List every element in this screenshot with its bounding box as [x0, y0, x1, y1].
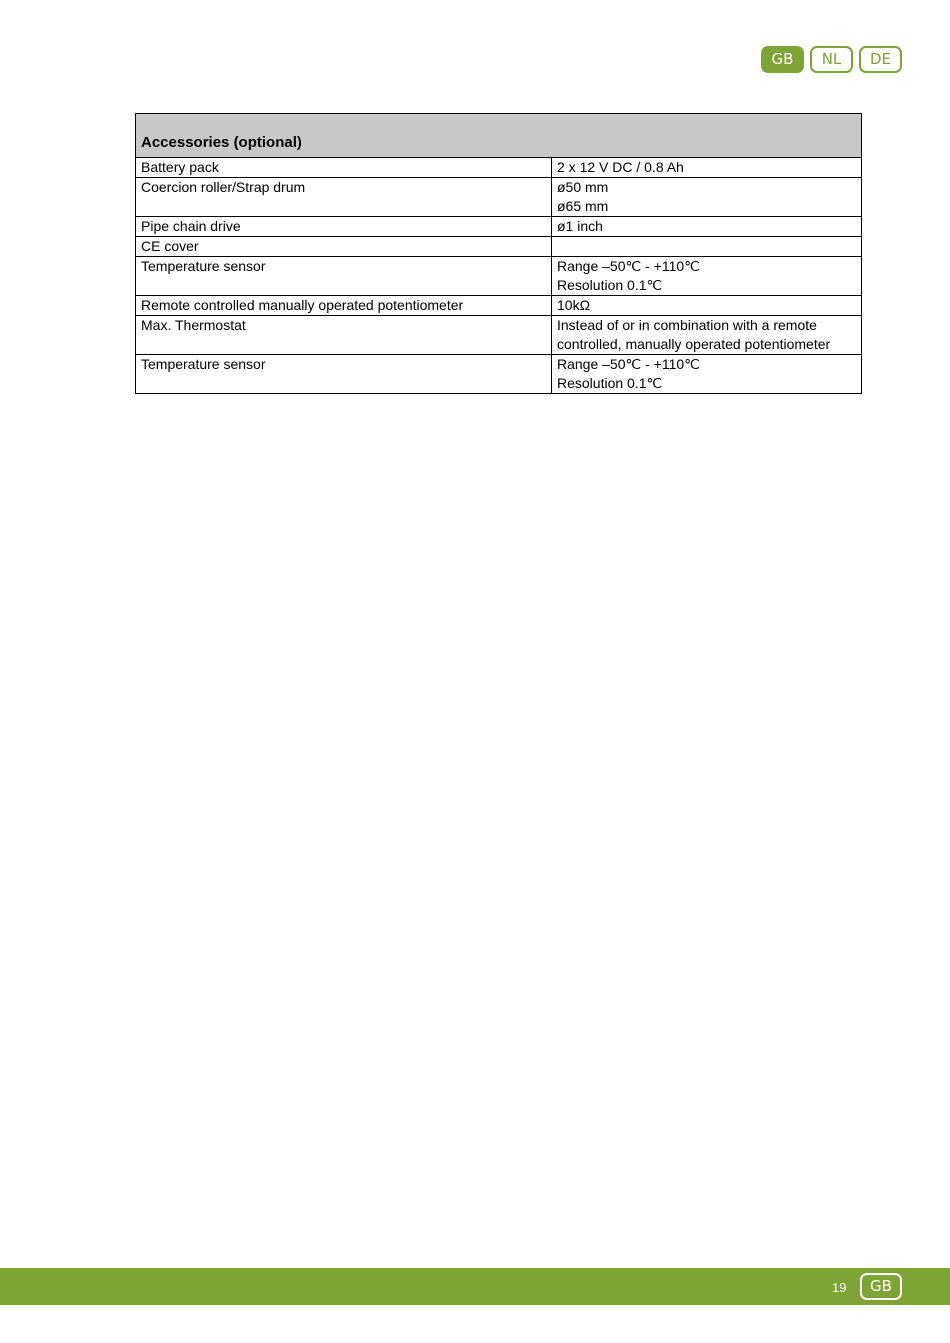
accessory-name: Remote controlled manually operated potentiometer — [136, 296, 552, 316]
value-line: ø50 mm — [557, 179, 609, 195]
table-row — [136, 178, 862, 217]
value-line: Range –50℃ - +110℃ — [557, 356, 700, 372]
accessory-value — [552, 296, 862, 316]
accessory-value — [552, 237, 862, 257]
table-row — [136, 158, 862, 178]
value-line: Resolution 0.1℃ — [557, 277, 663, 293]
value-line: ø1 inch — [557, 218, 603, 234]
accessory-name: Max. Thermostat — [136, 316, 552, 355]
table-header-row — [136, 114, 862, 158]
value-line: Instead of or in combination with a remote — [557, 317, 817, 333]
table-row — [136, 355, 862, 394]
accessory-name: Temperature sensor — [136, 257, 552, 296]
accessory-name: Pipe chain drive — [136, 217, 552, 237]
table-row — [136, 296, 862, 316]
accessory-value — [552, 217, 862, 237]
value-line: 2 x 12 V DC / 0.8 Ah — [557, 159, 684, 175]
accessory-name: Battery pack — [136, 158, 552, 178]
table-row — [136, 316, 862, 355]
accessory-value — [552, 355, 862, 394]
page-number: 19 — [832, 1280, 847, 1295]
footer-bar — [0, 1268, 950, 1305]
language-selector — [761, 46, 902, 73]
accessory-value — [552, 178, 862, 217]
table-row — [136, 237, 862, 257]
table-row — [136, 217, 862, 237]
value-line: controlled, manually operated potentiometer — [557, 336, 831, 352]
footer-language-badge: GB — [860, 1273, 902, 1300]
accessory-value — [552, 257, 862, 296]
language-tab-gb[interactable]: GB — [761, 46, 804, 73]
value-line: ø65 mm — [557, 198, 609, 214]
value-line — [557, 237, 856, 256]
accessories-table — [135, 113, 862, 394]
table-header: Accessories (optional) — [136, 114, 862, 158]
accessory-name: CE cover — [136, 237, 552, 257]
language-tab-de[interactable]: DE — [859, 46, 902, 73]
value-line: Range –50℃ - +110℃ — [557, 258, 700, 274]
value-line: Resolution 0.1℃ — [557, 375, 663, 391]
accessory-value — [552, 316, 862, 355]
language-tab-nl[interactable]: NL — [810, 46, 853, 73]
table-row — [136, 257, 862, 296]
value-line: 10kΩ — [557, 297, 591, 313]
accessory-value — [552, 158, 862, 178]
accessory-name: Coercion roller/Strap drum — [136, 178, 552, 217]
accessory-name: Temperature sensor — [136, 355, 552, 394]
